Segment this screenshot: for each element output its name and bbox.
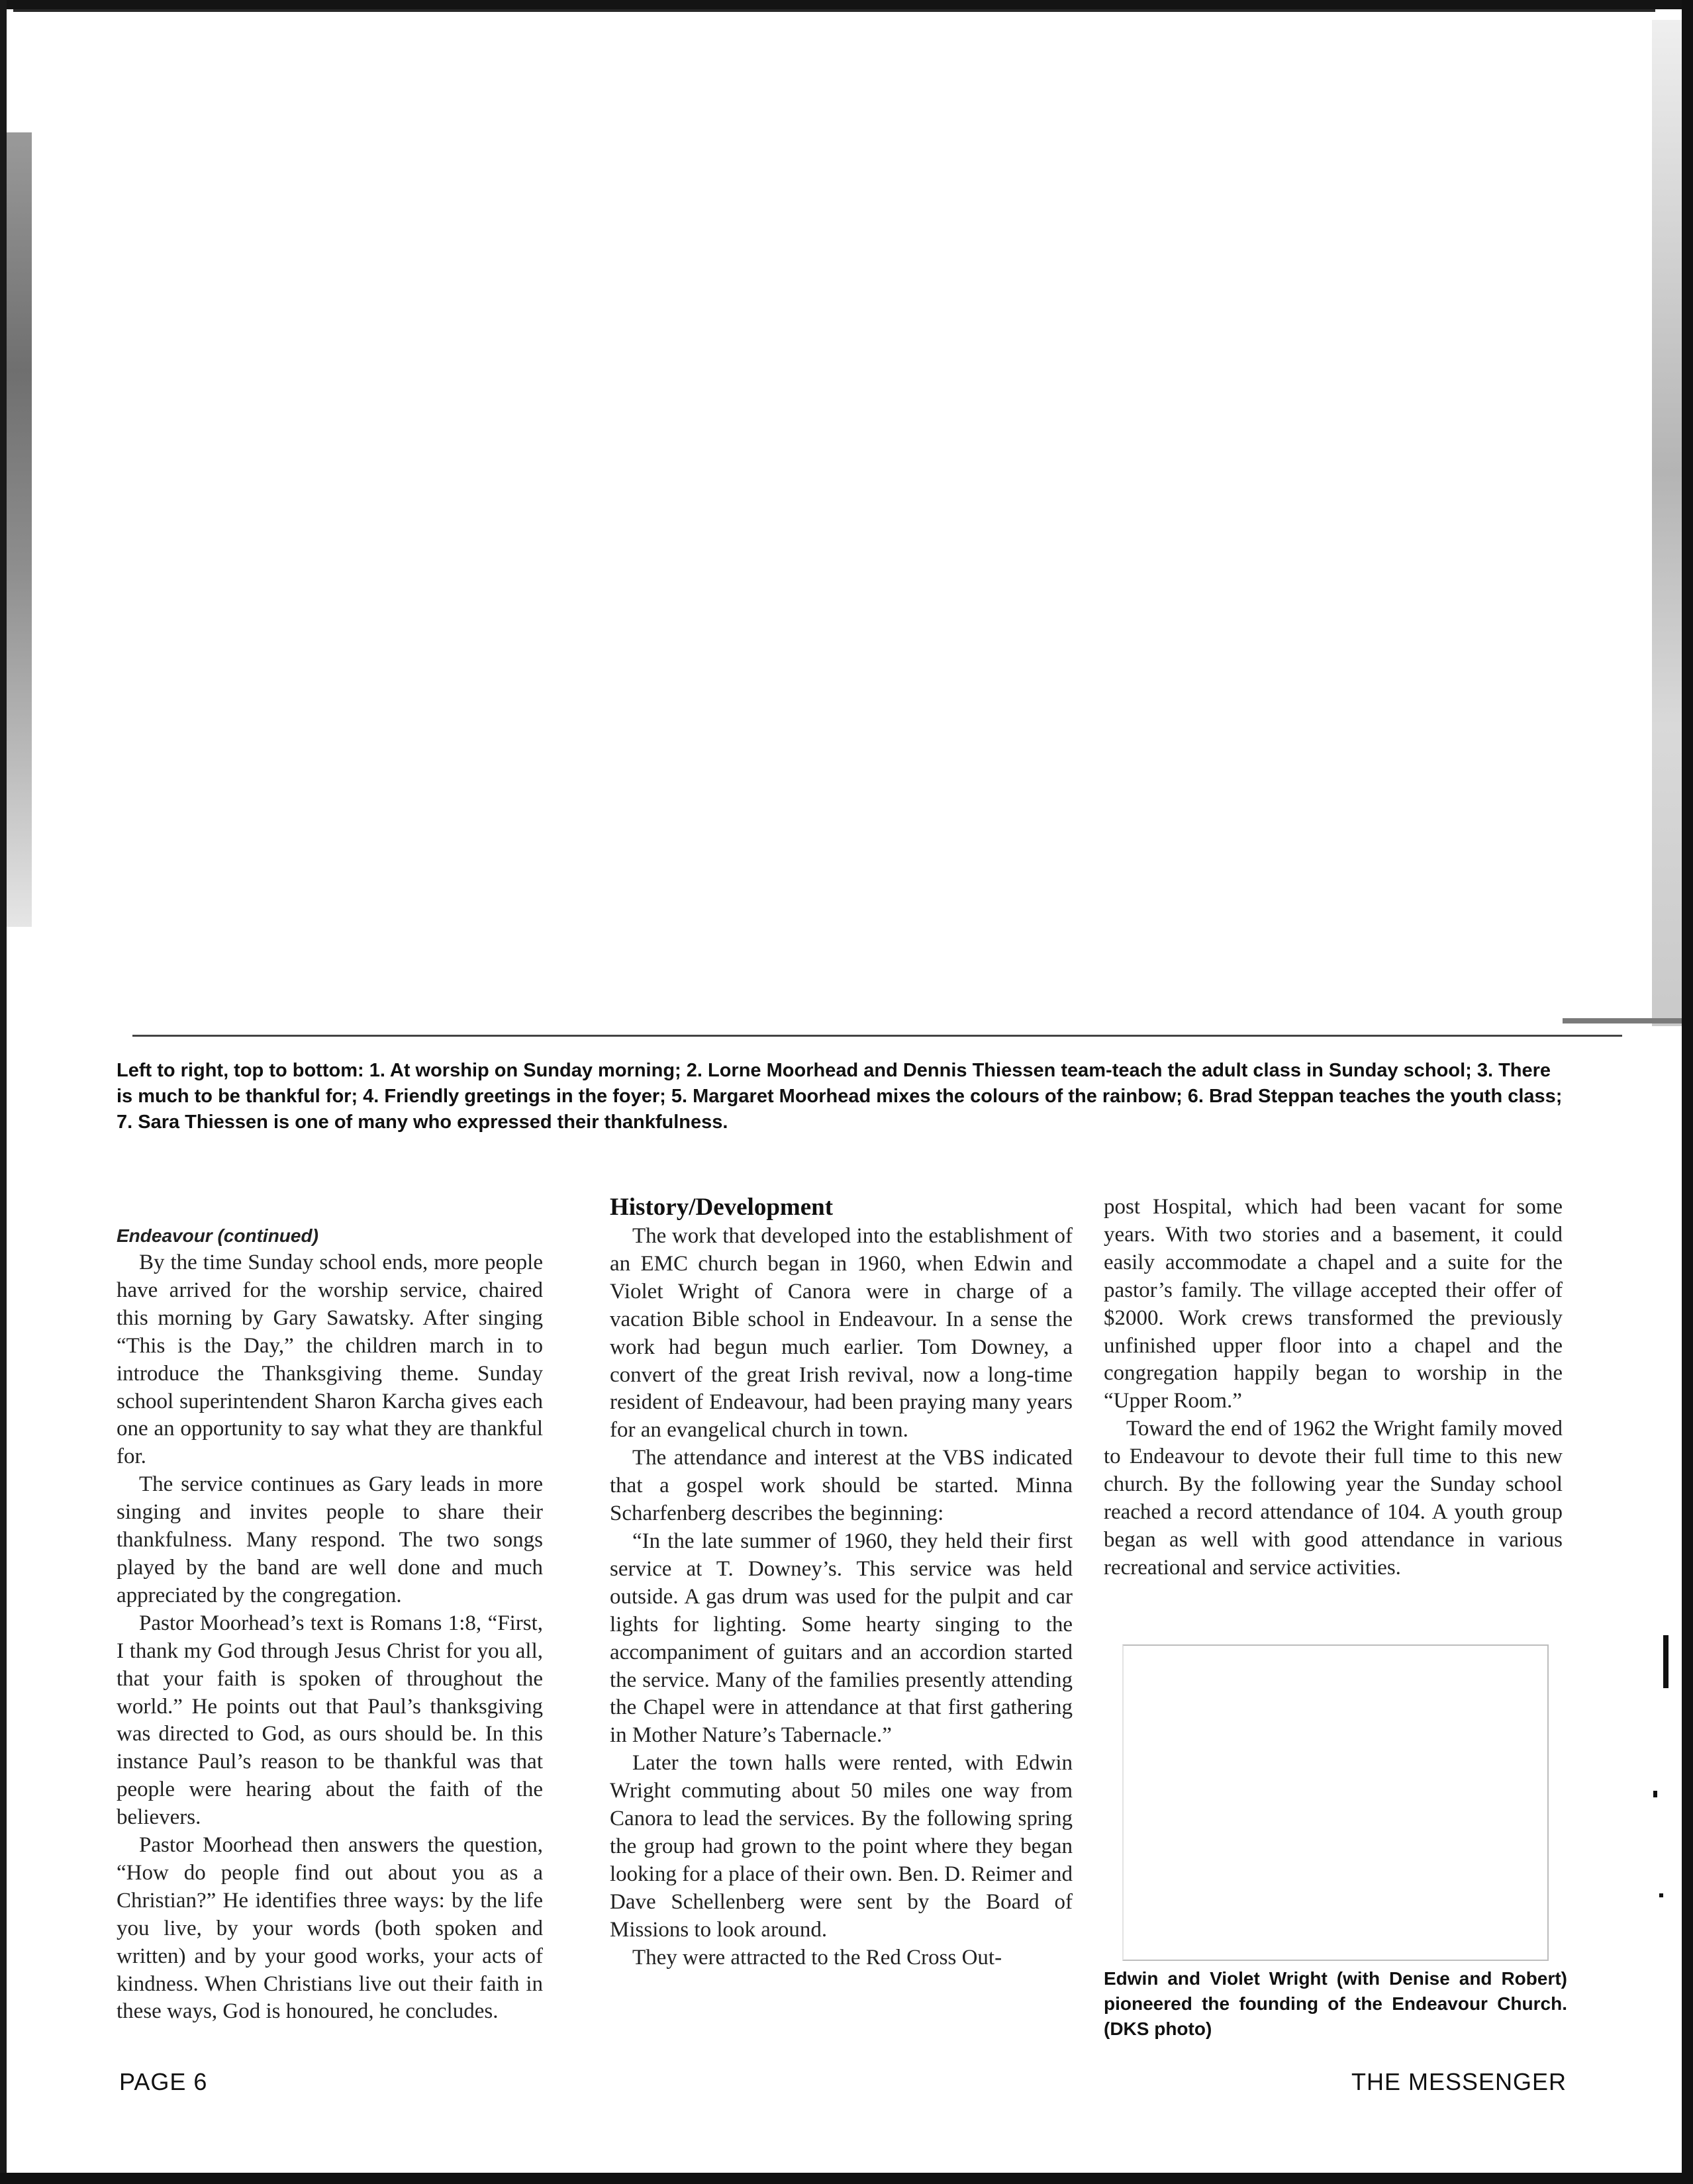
- scan-edge-top: [0, 0, 1693, 9]
- scan-edge-right: [1682, 0, 1693, 2184]
- paragraph: Pastor Moorhead’s text is Romans 1:8, “First, I thank my God through Jesus Christ for you all, that your faith is spoken of throughout the world.” He points out that Paul’s thanksgiving was directed to God, as ours should be. In this instance Paul’s reason to be thankful was that people were hearing about the faith of the believers.: [117, 1611, 543, 1830]
- photo-bottom-rule: [132, 1035, 1622, 1037]
- paragraph: By the time Sunday school ends, more people have arrived for the worship service, chaired this morning by Gary Sawatsky. After singing “This is the Day,” the children march in to introduce the Thanksgiving theme. Sunday school superintendent Sharon Karcha gives each one an opportunity to say what they are thankful for.: [117, 1251, 543, 1469]
- column-2: [610, 1194, 1073, 1971]
- photo-strip-left: [7, 132, 32, 927]
- scan-mark: [1663, 1635, 1669, 1688]
- paragraph: post Hospital, which had been vacant for some years. With two stories and a basement, it could easily accommodate a chapel and a suite for the pastor’s family. The village accepted their offer of $2000. Work crews transformed the previously unfinished upper floor into a chapel and the congregation happily began to worship in the “Upper Room.”: [1104, 1195, 1563, 1413]
- scan-mark: [1659, 1893, 1663, 1897]
- paragraph: Pastor Moorhead then answers the question, “How do people find out about you as a Christian?” He identifies three ways: by the life you live, by your words (both spoken and written) and by your good works, your acts of kindness. When Christians live out their faith in these ways, God is honoured, he concludes.: [117, 1833, 543, 2024]
- paragraph: They were attracted to the Red Cross Out-: [632, 1945, 1002, 1970]
- section-heading: History/Development: [610, 1194, 834, 1221]
- paragraph: Later the town halls were rented, with Edwin Wright commuting about 50 miles one way from Canora to lead the services. By the following spring the group had grown to the point where they began looking for a place of their own. Ben. D. Reimer and Dave Schellenberg were sent by the Board of Missions to look around.: [610, 1751, 1073, 1942]
- photo-strip-right: [1652, 20, 1682, 1026]
- page-number: PAGE 6: [119, 2068, 208, 2095]
- photo-wright-family: [1122, 1644, 1549, 1961]
- paragraph: Toward the end of 1962 the Wright family moved to Endeavour to devote their full time to this new church. By the following year the Sunday school reached a record attendance of 104. A youth group began as well with good attendance in various recreational and service activities.: [1104, 1417, 1563, 1580]
- photo-caption-top: Left to right, top to bottom: 1. At worship on Sunday morning; 2. Lorne Moorhead and Dennis Thiessen team-teach the adult class in Sunday school; 3. There is much to be thankful for; 4. Friendly greetings in the foyer; 5. Margaret Moorhead mixes the colours of the rainbow; 6. Brad Steppan teaches the youth class; 7. Sara Thiessen is one of many who expressed their thankfulness.: [117, 1060, 1563, 1133]
- photo-caption-wright: Edwin and Violet Wright (with Denise and Robert) pioneered the founding of the Endeavour Church. (DKS photo): [1104, 1968, 1567, 2039]
- publication-name: THE MESSENGER: [1351, 2068, 1567, 2095]
- scan-edge-left: [0, 0, 7, 2184]
- continued-kicker: Endeavour (continued): [117, 1225, 318, 1246]
- column-3: [1104, 1194, 1563, 1582]
- column-1: [117, 1223, 543, 2026]
- photo-bottom-rule-right: [1563, 1018, 1682, 1023]
- paragraph: “In the late summer of 1960, they held their first service at T. Downey’s. This service was held outside. A gas drum was used for the pulpit and car lights for lighting. Some hearty singing to the accompaniment of guitars and an accordion started the service. Many of the families presently attending the Chapel were in attendance at that first gathering in Mother Nature’s Tabernacle.”: [610, 1529, 1073, 1748]
- scan-mark: [1653, 1791, 1657, 1797]
- paragraph: The work that developed into the establishment of an EMC church began in 1960, when Edwin and Violet Wright of Canora were in charge of a vacation Bible school in Endeavour. In a sense the work had begun much earlier. Tom Downey, a convert of the great Irish revival, now a long-time resident of Endeavour, had been praying many years for an evangelical church in town.: [610, 1224, 1073, 1443]
- scan-rule-top: [13, 9, 1655, 12]
- scan-edge-bottom: [0, 2173, 1693, 2184]
- paragraph: The attendance and interest at the VBS indicated that a gospel work should be started. Minna Scharfenberg describes the beginning:: [610, 1446, 1073, 1526]
- paragraph: The service continues as Gary leads in more singing and invites people to share their thankfulness. Many respond. The two songs played by the band are well done and much appreciated by the congregation.: [117, 1472, 543, 1607]
